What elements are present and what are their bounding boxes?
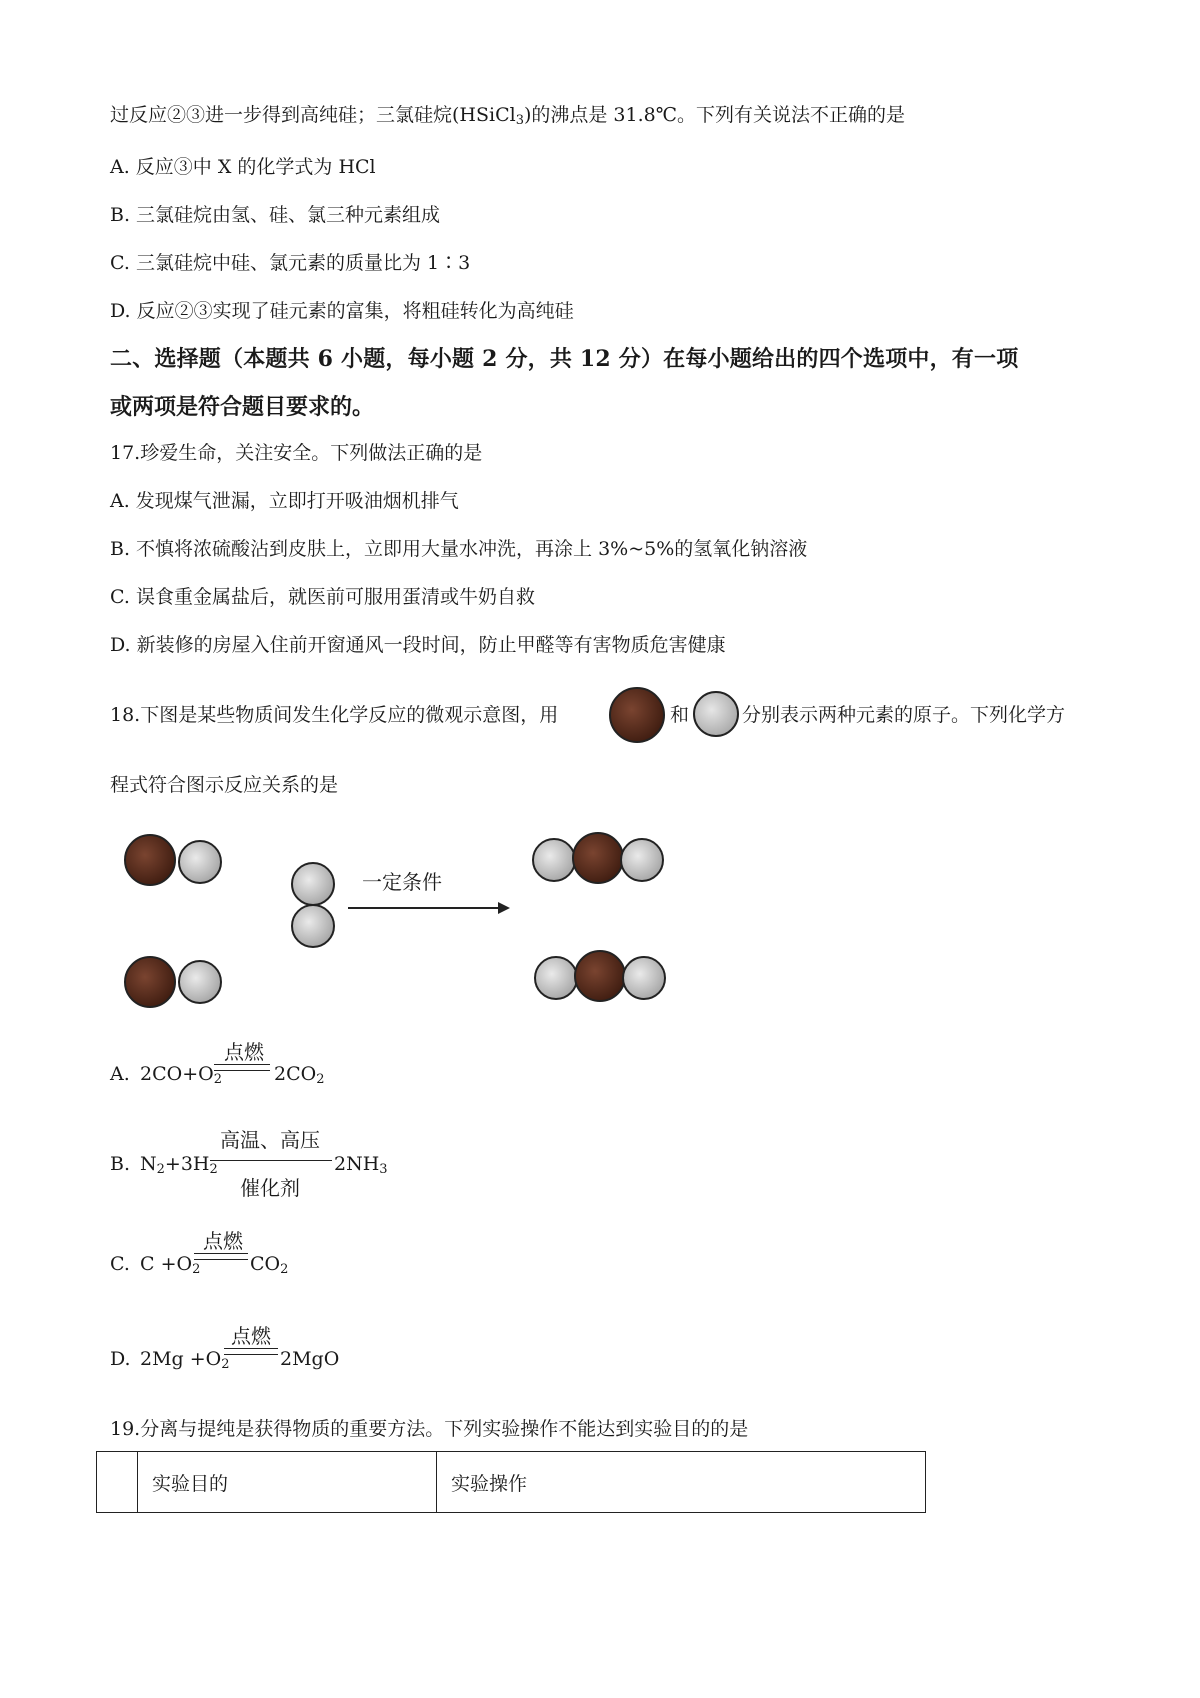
q18-option-b-condition-top: 高温、高压 (220, 1128, 320, 1152)
q17-option-b: B. 不慎将浓硫酸沾到皮肤上，立即用大量水冲洗，再涂上 3%~5%的氢氧化钠溶液 (110, 538, 808, 560)
q18-stem-and: 和 (670, 704, 690, 726)
table-header-operation: 实验操作 (437, 1452, 926, 1513)
q17-option-c: C. 误食重金属盐后，就医前可服用蛋清或牛奶自救 (110, 586, 535, 608)
q18-option-b-condition-bottom: 催化剂 (240, 1176, 300, 1200)
q16-option-b: B. 三氯硅烷由氢、硅、氯三种元素组成 (110, 204, 441, 226)
dark-atom-legend-icon (608, 686, 666, 744)
section2-heading-line1: 二、选择题（本题共 6 小题，每小题 2 分，共 12 分）在每小题给出的四个选项中，有一项 (110, 346, 1019, 372)
q18-stem-part2: 分别表示两种元素的原子。下列化学方 (742, 704, 1066, 726)
product-molecule-1 (533, 833, 663, 883)
q16-option-c: C. 三氯硅烷中硅、氯元素的质量比为 1∶3 (110, 252, 471, 274)
q18-option-a-equals (214, 1064, 270, 1071)
q17-stem: 17.珍爱生命，关注安全。下列做法正确的是 (110, 442, 483, 464)
q18-option-d-equals (224, 1348, 278, 1355)
reactant-molecule-3 (292, 863, 334, 947)
q18-option-a-condition: 点燃 (224, 1040, 264, 1064)
q18-option-c-right: $CO_2$ (250, 1253, 289, 1277)
table-header-index (97, 1452, 138, 1513)
q18-option-b-line (210, 1160, 332, 1161)
q19-stem: 19.分离与提纯是获得物质的重要方法。下列实验操作不能达到实验目的的是 (110, 1418, 749, 1440)
arrow-condition-label: 一定条件 (362, 870, 442, 894)
table-header-purpose: 实验目的 (138, 1452, 437, 1513)
q18-stem-line2: 程式符合图示反应关系的是 (110, 774, 339, 796)
q18-option-b-left: $N_2+3H_2$ (140, 1153, 218, 1177)
reactant-molecule-2 (125, 957, 221, 1007)
q18-option-c-condition: 点燃 (203, 1229, 243, 1253)
q16-option-d: D. 反应②③实现了硅元素的富集，将粗硅转化为高纯硅 (110, 300, 574, 322)
product-molecule-2 (535, 951, 665, 1001)
table-row (97, 1452, 926, 1513)
q18-option-c-equals (194, 1253, 248, 1260)
reaction-diagram (120, 820, 680, 1020)
q16-option-a: A. 反应③中 X 的化学式为 HCl (110, 156, 376, 178)
q17-option-a: A. 发现煤气泄漏，立即打开吸油烟机排气 (110, 490, 459, 512)
q18-option-d-right: 2MgO (280, 1348, 340, 1370)
q19-table (96, 1451, 926, 1513)
q18-option-a-label: A. (110, 1063, 130, 1085)
q18-option-d-label: D. (110, 1348, 131, 1370)
q18-option-a-right: $2CO_2$ (274, 1063, 325, 1087)
q18-option-d-condition: 点燃 (231, 1324, 271, 1348)
q18-option-c-left: $C +O_2$ (140, 1253, 201, 1277)
q18-option-b-right: $2NH_3$ (334, 1153, 388, 1177)
q16-stem-tail: 过反应②③进一步得到高纯硅；三氯硅烷(HSiCl$_3$)的沸点是 31.8℃。下列有关说法不正确的是 (110, 104, 905, 128)
light-atom-legend-icon (692, 690, 740, 738)
section2-heading-line2: 或两项是符合题目要求的。 (110, 394, 375, 420)
q18-option-c-label: C. (110, 1253, 130, 1275)
q18-option-b-label: B. (110, 1153, 131, 1175)
reactant-molecule-1 (125, 835, 221, 885)
q18-stem-part1: 18.下图是某些物质间发生化学反应的微观示意图，用 (110, 704, 559, 726)
q18-option-d-left: $2Mg +O_2$ (140, 1348, 230, 1372)
q18-option-a-left: $2CO+O_2$ (140, 1063, 222, 1087)
q17-option-d: D. 新装修的房屋入住前开窗通风一段时间，防止甲醛等有害物质危害健康 (110, 634, 726, 656)
